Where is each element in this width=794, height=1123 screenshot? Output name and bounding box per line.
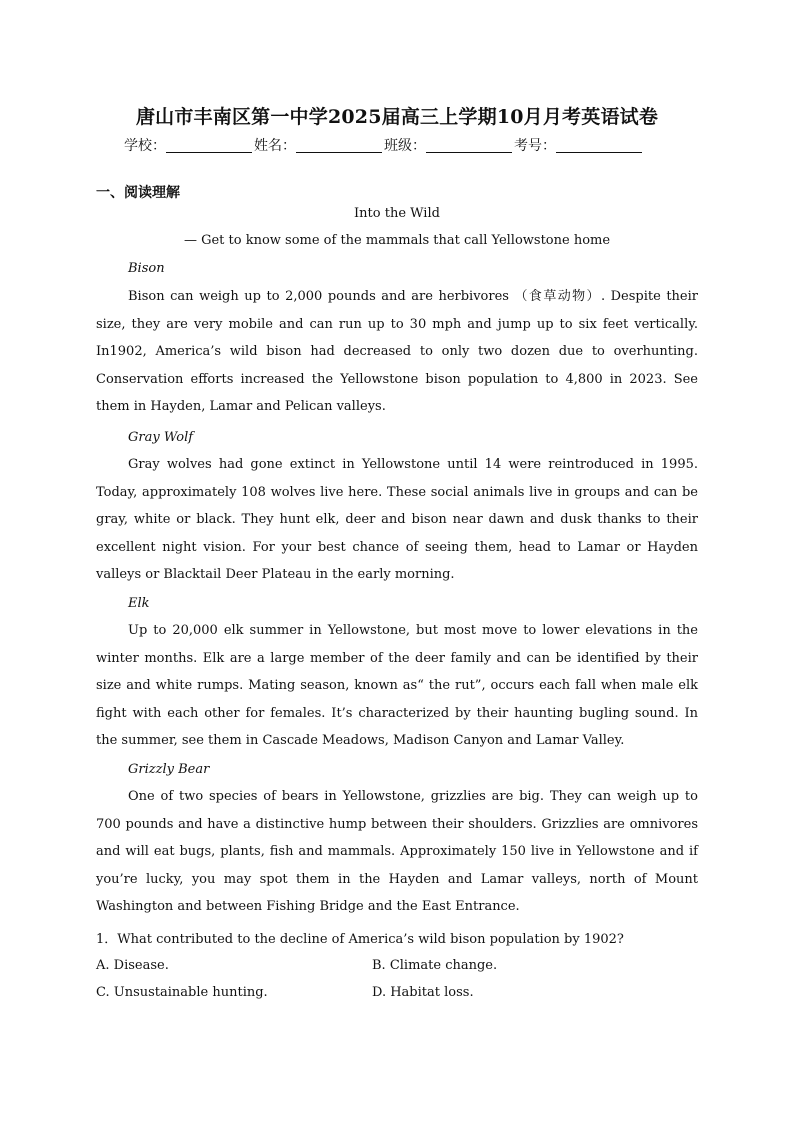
paragraph-gray-wolf: Gray wolves had gone extinct in Yellowstone until 14 were reintroduced in 1995. Today, approximately 108 wolves live here. These social animals live in groups and can be gray, white or black. They hunt elk, deer and bison near dawn and dusk thanks to their excellent night vision. For your best chance of seeing them, head to Lamar or Hayden valleys or Blacktail Deer Plateau in the early morning. (96, 457, 698, 583)
option-c[interactable]: C. Unsustainable hunting. (96, 985, 268, 1000)
student-info-line (124, 135, 644, 155)
animal-heading-gray-wolf: Gray Wolf (128, 430, 194, 445)
paragraph-bison: Bison can weigh up to 2,000 pounds and are herbivores （食草动物）. Despite their size, they are very mobile and can run up to 30 mph and jump up to six feet vertically. In1902, America’s wild bison had decreased to only two dozen due to overhunting. Conservation efforts increased the Yellowstone bison population to 4,800 in 2023. See them in Hayden, Lamar and Pelican valleys. (96, 289, 698, 415)
class-label: 班级： (384, 138, 426, 154)
school-label: 学校： (124, 138, 166, 154)
exam-number-blank[interactable] (556, 138, 642, 153)
passage-subtitle: — Get to know some of the mammals that call Yellowstone home (183, 233, 611, 248)
animal-heading-grizzly-bear: Grizzly Bear (128, 762, 210, 777)
name-blank[interactable] (296, 138, 382, 153)
animal-heading-elk: Elk (128, 596, 150, 611)
paragraph-grizzly-bear: One of two species of bears in Yellowstone, grizzlies are big. They can weigh up to 700 pounds and have a distinctive hump between their shoulders. Grizzlies are omnivores and will eat bugs, plants, fish and mammals. Approximately 150 live in Yellowstone and if you’re lucky, you may spot them in the Hayden and Lamar valleys, north of Mount Washington and between Fishing Bridge and the East Entrance. (96, 789, 698, 915)
question-1: 1．What contributed to the decline of America’s wild bison population by 1902? (96, 932, 624, 947)
passage-title: Into the Wild (354, 206, 440, 221)
class-blank[interactable] (426, 138, 512, 153)
option-b[interactable]: B. Climate change. (372, 958, 498, 973)
option-a[interactable]: A. Disease. (96, 958, 169, 973)
section-heading: 一、阅读理解 (96, 185, 180, 201)
exam-number-label: 考号： (514, 138, 556, 154)
paragraph-elk: Up to 20,000 elk summer in Yellowstone, but most move to lower elevations in the winter months. Elk are a large member of the deer family and can be identified by their size and white rumps. Mating season, known as“ the rut”, occurs each fall when male elk fight with each other for females. It’s characterized by their haunting bugling sound. In the summer, see them in Cascade Meadows, Madison Canyon and Lamar Valley. (96, 623, 698, 749)
name-label: 姓名： (254, 138, 296, 154)
option-d[interactable]: D. Habitat loss. (372, 985, 474, 1000)
school-blank[interactable] (166, 138, 252, 153)
animal-heading-bison: Bison (128, 261, 165, 276)
exam-title: 唐山市丰南区第一中学2025届高三上学期10月月考英语试卷 (135, 106, 659, 128)
